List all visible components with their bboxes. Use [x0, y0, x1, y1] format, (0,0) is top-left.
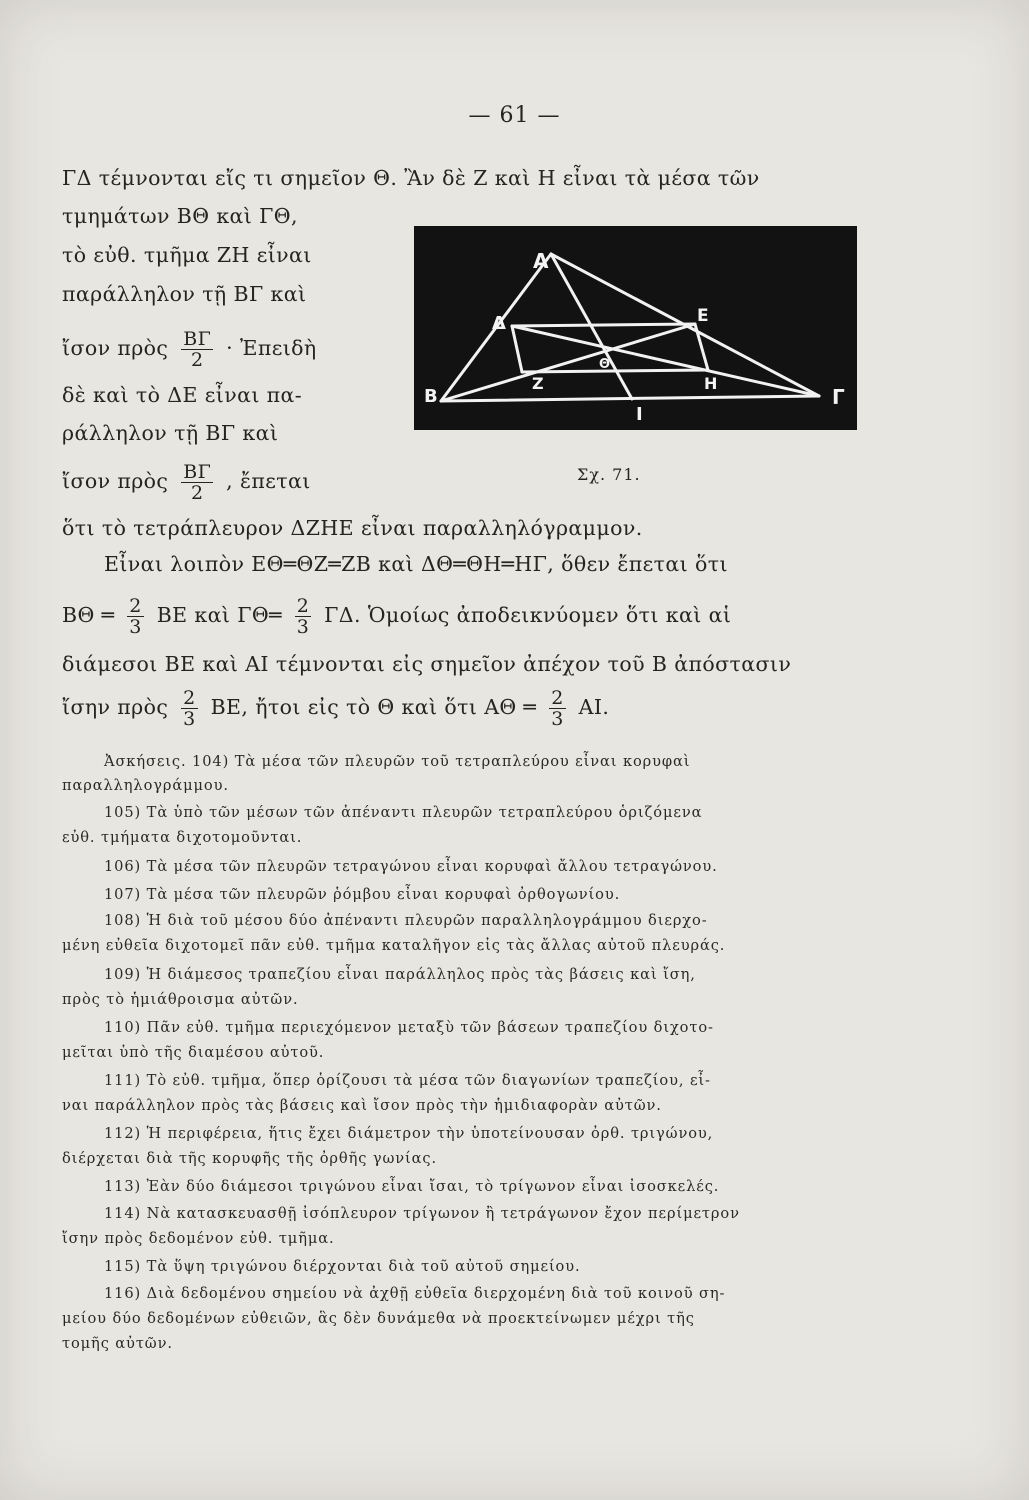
fraction	[181, 462, 213, 503]
text-line-with-fraction	[62, 462, 311, 503]
fraction-denominator: 3	[129, 616, 142, 638]
fraction-denominator: 2	[181, 349, 213, 370]
text-line: τὸ εὐθ. τμῆμα ΖΗ εἶναι	[62, 243, 312, 267]
fraction	[127, 596, 144, 637]
label-B: Β	[424, 386, 438, 407]
text-line: ράλληλον τῇ ΒΓ καὶ	[62, 421, 279, 445]
page-number: — 61 —	[468, 103, 561, 128]
exercise-line: 114) Νὰ κατασκευασθῇ ἰσόπλευρον τρίγωνον ἢ τετράγωνον ἔχον περίμετρον	[104, 1205, 740, 1222]
text-line: ΓΔ τέμνονται εἴς τι σημεῖον Θ. Ἂν δὲ Ζ καὶ Η εἶναι τὰ μέσα τῶν	[62, 166, 760, 190]
exercise-line: 109) Ἡ διάμεσος τραπεζίου εἶναι παράλληλος πρὸς τὰς βάσεις καὶ ἴση,	[104, 966, 696, 983]
text-line: παράλληλον τῇ ΒΓ καὶ	[62, 282, 307, 306]
text-line-with-fraction	[62, 688, 609, 729]
exercise-line: 112) Ἡ περιφέρεια, ἥτις ἔχει διάμετρον τὴν ὑποτείνουσαν ὀρθ. τριγώνου,	[104, 1125, 714, 1142]
exercise-line: 111) Τὸ εὐθ. τμῆμα, ὅπερ ὁρίζουσι τὰ μέσα τῶν διαγωνίων τραπεζίου, εἶ-	[104, 1072, 711, 1089]
fraction-numerator: 2	[183, 687, 196, 709]
label-H: Η	[704, 374, 718, 393]
triangle-diagram	[414, 226, 857, 430]
exercise-line: 108) Ἡ διὰ τοῦ μέσου δύο ἀπέναντι πλευρῶν παραλληλογράμμου διερχο-	[104, 912, 708, 929]
fraction	[181, 688, 198, 729]
fraction-denominator: 3	[296, 616, 310, 638]
exercise-line: πρὸς τὸ ἡμιάθροισμα αὐτῶν.	[62, 991, 299, 1008]
segment-EH	[695, 324, 708, 370]
fraction-denominator: 3	[183, 708, 196, 730]
text-segment: ΑΙ.	[578, 695, 610, 719]
exercise-line: ἴσην πρὸς δεδομένον εὐθ. τμῆμα.	[62, 1230, 335, 1247]
text-segment: ΒΕ καὶ ΓΘ═	[156, 603, 282, 627]
exercise-line: 107) Τὰ μέσα τῶν πλευρῶν ῥόμβου εἶναι κορυφαὶ ὀρθογωνίου.	[104, 886, 621, 903]
exercise-line: 110) Πᾶν εὐθ. τμῆμα περιεχόμενον μεταξὺ τῶν βάσεων τραπεζίου διχοτο-	[104, 1019, 714, 1036]
text-line: τμημάτων ΒΘ καὶ ΓΘ,	[62, 204, 298, 228]
text-line: δὲ καὶ τὸ ΔΕ εἶναι πα-	[62, 383, 303, 407]
segment-DE	[512, 324, 695, 326]
median-BE	[441, 324, 695, 401]
fraction-numerator: ΒΓ	[183, 461, 212, 483]
exercise-line: μένη εὐθεῖα διχοτομεῖ πᾶν εὐθ. τμῆμα καταλῆγον εἰς τὰς ἄλλας αὐτοῦ πλευράς.	[62, 937, 726, 954]
exercise-line: μεῖται ὑπὸ τῆς διαμέσου αὐτοῦ.	[62, 1044, 325, 1061]
fraction-numerator: 2	[129, 595, 142, 617]
label-E: Ε	[697, 306, 709, 326]
exercise-line: 115) Τὰ ὕψη τριγώνου διέρχονται διὰ τοῦ αὐτοῦ σημείου.	[104, 1258, 581, 1275]
text-segment: ΒΘ ═	[62, 603, 115, 627]
exercise-line: 116) Διὰ δεδομένου σημείου νὰ ἀχθῇ εὐθεῖα διερχομένη διὰ τοῦ κοινοῦ ση-	[104, 1285, 726, 1302]
exercise-line: 106) Τὰ μέσα τῶν πλευρῶν τετραγώνου εἶναι κορυφαὶ ἄλλου τετραγώνου.	[104, 858, 718, 875]
fraction	[295, 596, 312, 637]
text-segment: · Ἐπειδὴ	[226, 336, 317, 360]
exercise-line: 105) Τὰ ὑπὸ τῶν μέσων τῶν ἀπέναντι πλευρῶν τετραπλεύρου ὁριζόμενα	[104, 804, 703, 821]
fraction-numerator: ΒΓ	[183, 328, 212, 350]
text-segment: , ἔπεται	[226, 469, 311, 493]
label-G: Γ	[832, 385, 845, 409]
exercise-line: παραλληλογράμμου.	[62, 777, 229, 794]
text-line-with-fraction	[62, 596, 731, 637]
fraction-numerator: 2	[296, 595, 310, 617]
segment-DZ	[512, 326, 522, 372]
exercise-line: τομῆς αὐτῶν.	[62, 1335, 173, 1352]
exercise-line: μείου δύο δεδομένων εὐθειῶν, ἃς δὲν δυνάμεθα νὰ προεκτείνωμεν μέχρι τῆς	[62, 1310, 695, 1327]
label-Z: Ζ	[532, 374, 544, 393]
text-segment: ΒΕ, ἤτοι εἰς τὸ Θ καὶ ὅτι ΑΘ ═	[210, 695, 537, 719]
label-A: Α	[533, 249, 549, 273]
exercise-line: εὐθ. τμήματα διχοτομοῦνται.	[62, 829, 303, 846]
text-line: ὅτι τὸ τετράπλευρον ΔΖΗΕ εἶναι παραλληλόγραμμον.	[62, 516, 643, 540]
text-line: διάμεσοι ΒΕ καὶ ΑΙ τέμνονται εἰς σημεῖον ἀπέχον τοῦ Β ἀπόστασιν	[62, 652, 792, 676]
text-line: Εἶναι λοιπὸν ΕΘ═ΘΖ═ΖΒ καὶ ΔΘ═ΘΗ═ΗΓ, ὅθεν ἔπεται ὅτι	[104, 552, 728, 576]
label-D: Δ	[492, 313, 506, 334]
label-I: Ι	[636, 404, 643, 425]
text-segment: ἴσον πρὸς	[62, 469, 169, 493]
fraction-numerator: 2	[551, 687, 564, 709]
text-line-with-fraction	[62, 329, 317, 370]
text-segment: ἴσον πρὸς	[62, 336, 169, 360]
exercise-line: Ἀσκήσεις. 104) Τὰ μέσα τῶν πλευρῶν τοῦ τετραπλεύρου εἶναι κορυφαὶ	[104, 753, 691, 770]
fraction	[549, 688, 566, 729]
fraction-denominator: 2	[181, 482, 213, 503]
fraction-denominator: 3	[551, 708, 564, 730]
figure-caption: Σχ. 71.	[577, 465, 641, 484]
exercise-line: διέρχεται διὰ τῆς κορυφῆς τῆς ὀρθῆς γωνίας.	[62, 1150, 438, 1167]
fraction	[181, 329, 213, 370]
label-Th: Θ	[599, 357, 611, 372]
text-segment: ἴσην πρὸς	[62, 695, 169, 719]
median-GD	[512, 326, 819, 396]
exercise-line: ναι παράλληλον πρὸς τὰς βάσεις καὶ ἴσον πρὸς τὴν ἡμιδιαφορὰν αὐτῶν.	[62, 1097, 662, 1114]
exercise-line: 113) Ἐὰν δύο διάμεσοι τριγώνου εἶναι ἴσαι, τὸ τρίγωνον εἶναι ἰσοσκελές.	[104, 1178, 720, 1195]
geometry-figure	[414, 226, 857, 430]
text-segment: ΓΔ. Ὁμοίως ἀποδεικνύομεν ὅτι καὶ αἱ	[324, 603, 732, 627]
